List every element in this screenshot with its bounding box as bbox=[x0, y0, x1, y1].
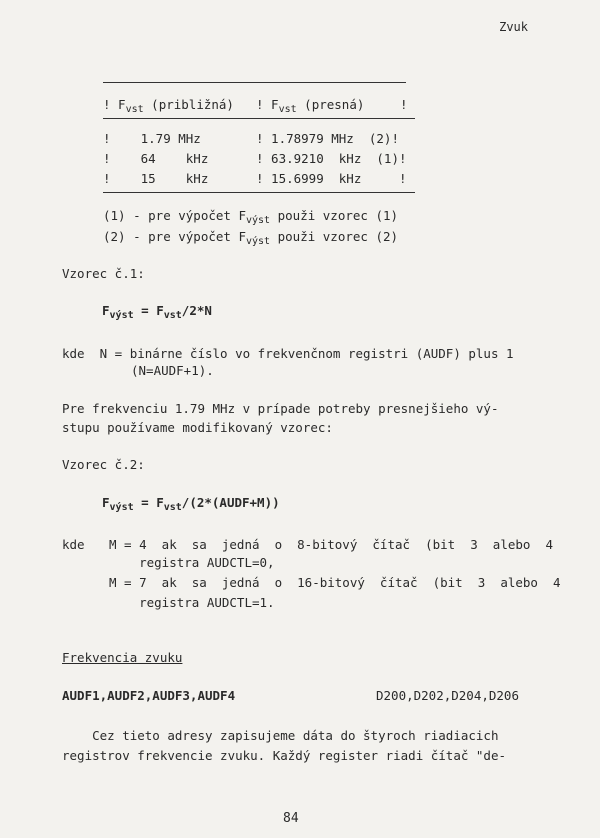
formula1 bbox=[102, 303, 212, 321]
table-row-3-col1: ! 15 kHz bbox=[103, 171, 209, 186]
col1-sub: vst bbox=[125, 104, 144, 115]
table-header-col2 bbox=[256, 97, 364, 115]
note-1-suffix: použi vzorec (1) bbox=[270, 208, 399, 223]
note-2-sub: výst bbox=[246, 236, 271, 247]
formula1-mid: = F bbox=[133, 303, 164, 318]
table-top-rule bbox=[103, 82, 406, 83]
formula2-mid: = F bbox=[133, 495, 164, 510]
table-header-end: ! bbox=[400, 97, 408, 112]
formula1-where-line2: (N=AUDF+1). bbox=[131, 363, 214, 378]
table-row-2-col2: ! 63.9210 kHz (1)! bbox=[256, 151, 407, 166]
formula2-label: Vzorec č.2: bbox=[62, 457, 145, 472]
formula2 bbox=[102, 495, 280, 513]
formula2-sub2: vst bbox=[163, 502, 182, 513]
table-bottom-rule bbox=[103, 192, 415, 193]
col1-prefix: ! F bbox=[103, 97, 126, 112]
table-row-3-col2: ! 15.6999 kHz ! bbox=[256, 171, 407, 186]
formula1-f: F bbox=[102, 303, 110, 318]
note-2-prefix: (2) - pre výpočet F bbox=[103, 229, 246, 244]
paragraph1-line1: Pre frekvenciu 1.79 MHz v prípade potreby presnejšieho vý- bbox=[62, 401, 499, 416]
registers-left: AUDF1,AUDF2,AUDF3,AUDF4 bbox=[62, 688, 236, 703]
formula1-where-line1: kde N = binárne číslo vo frekvenčnom registri (AUDF) plus 1 bbox=[62, 346, 514, 361]
formula2-kde: kde bbox=[62, 537, 85, 552]
section-title: Frekvencia zvuku bbox=[62, 650, 183, 665]
formula1-suffix: /2*N bbox=[181, 303, 212, 318]
page-header: Zvuk bbox=[499, 20, 528, 34]
page-number: 84 bbox=[283, 811, 299, 826]
formula2-m-line3: M = 7 ak sa jedná o 16-bitový čítač (bit 3 alebo 4 bbox=[109, 575, 561, 590]
section-text-line1: Cez tieto adresy zapisujeme dáta do štyroch riadiacich bbox=[62, 728, 499, 743]
table-note-1 bbox=[103, 208, 398, 226]
note-2-suffix: použi vzorec (2) bbox=[270, 229, 399, 244]
formula2-m-line2: registra AUDCTL=0, bbox=[109, 555, 275, 570]
table-row-2-col1: ! 64 kHz bbox=[103, 151, 209, 166]
note-1-prefix: (1) - pre výpočet F bbox=[103, 208, 246, 223]
table-note-2 bbox=[103, 229, 398, 247]
formula2-m-line1: M = 4 ak sa jedná o 8-bitový čítač (bit 3 alebo 4 bbox=[109, 537, 554, 552]
formula2-suffix: /(2*(AUDF+M)) bbox=[181, 495, 280, 510]
note-1-sub: výst bbox=[246, 215, 271, 226]
table-header-col1 bbox=[103, 97, 234, 115]
formula2-f: F bbox=[102, 495, 110, 510]
formula2-sub1: výst bbox=[109, 502, 134, 513]
table-header-rule bbox=[103, 118, 415, 119]
formula1-label: Vzorec č.1: bbox=[62, 266, 145, 281]
formula1-sub2: vst bbox=[163, 310, 182, 321]
registers-right: D200,D202,D204,D206 bbox=[376, 688, 519, 703]
formula2-m-line4: registra AUDCTL=1. bbox=[109, 595, 275, 610]
col2-prefix: ! F bbox=[256, 97, 279, 112]
col1-suffix: (približná) bbox=[143, 97, 234, 112]
table-row-1-col1: ! 1.79 MHz bbox=[103, 131, 201, 146]
col2-sub: vst bbox=[278, 104, 297, 115]
paragraph1-line2: stupu používame modifikovaný vzorec: bbox=[62, 420, 333, 435]
col2-suffix: (presná) bbox=[296, 97, 365, 112]
section-text-line2: registrov frekvencie zvuku. Každý register riadi čítač "de- bbox=[62, 748, 507, 763]
table-row-1-col2: ! 1.78979 MHz (2)! bbox=[256, 131, 399, 146]
formula1-sub1: výst bbox=[109, 310, 134, 321]
